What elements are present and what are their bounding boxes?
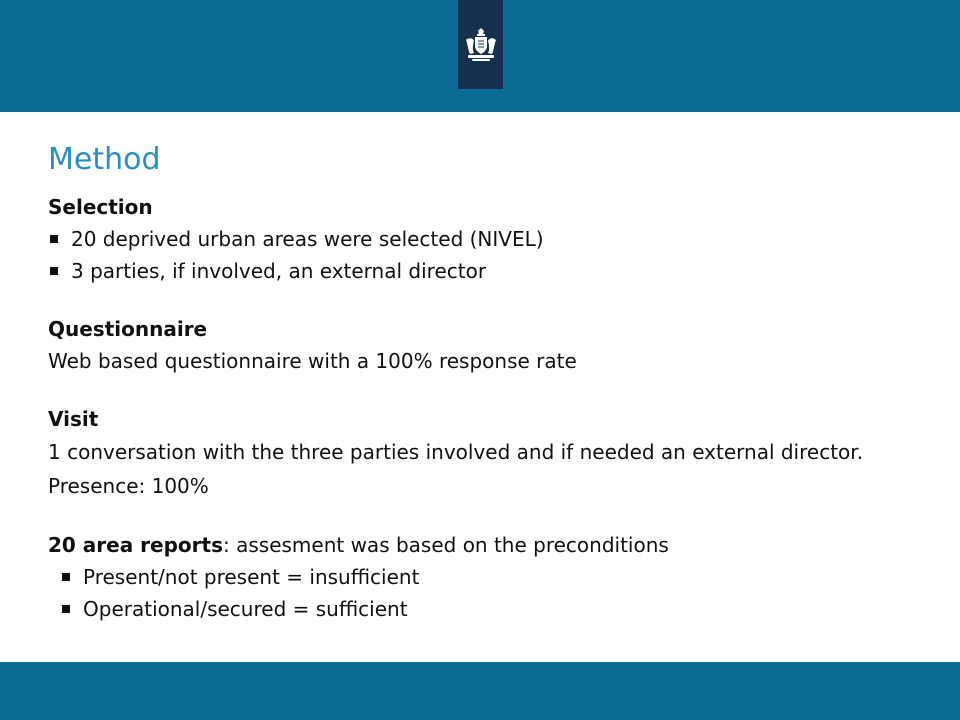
slide-content <box>48 138 928 625</box>
bullet-text: 20 deprived urban areas were selected (NIVEL) <box>71 227 544 251</box>
logo <box>458 0 503 89</box>
reports-bullet-1 <box>48 561 928 593</box>
reports-line <box>48 529 928 561</box>
bullet-text: 3 parties, if involved, an external director <box>71 259 487 283</box>
slide-title: Method <box>48 142 161 177</box>
visit-heading: Visit <box>48 407 99 431</box>
selection-bullet-1 <box>48 223 928 255</box>
questionnaire-heading: Questionnaire <box>48 317 208 341</box>
bullet-text: Present/not present = insufficient <box>83 565 420 589</box>
bullet-square-icon <box>62 605 70 613</box>
bullet-square-icon <box>50 235 58 243</box>
bullet-text: Operational/secured = sufficient <box>83 597 408 621</box>
selection-bullet-2 <box>48 255 928 287</box>
visit-text: 1 conversation with the three parties involved and if needed an external director. Presence: 100% <box>48 440 864 498</box>
bullet-square-icon <box>62 573 70 581</box>
selection-heading: Selection <box>48 195 153 219</box>
footer-band <box>0 662 960 720</box>
questionnaire-text: Web based questionnaire with a 100% response rate <box>48 349 577 373</box>
reports-heading: 20 area reports <box>48 533 223 557</box>
reports-bullet-2 <box>48 593 928 625</box>
coat-of-arms-icon <box>462 28 500 62</box>
header-band <box>0 0 960 112</box>
bullet-square-icon <box>50 267 58 275</box>
reports-text: : assesment was based on the preconditions <box>223 533 669 557</box>
